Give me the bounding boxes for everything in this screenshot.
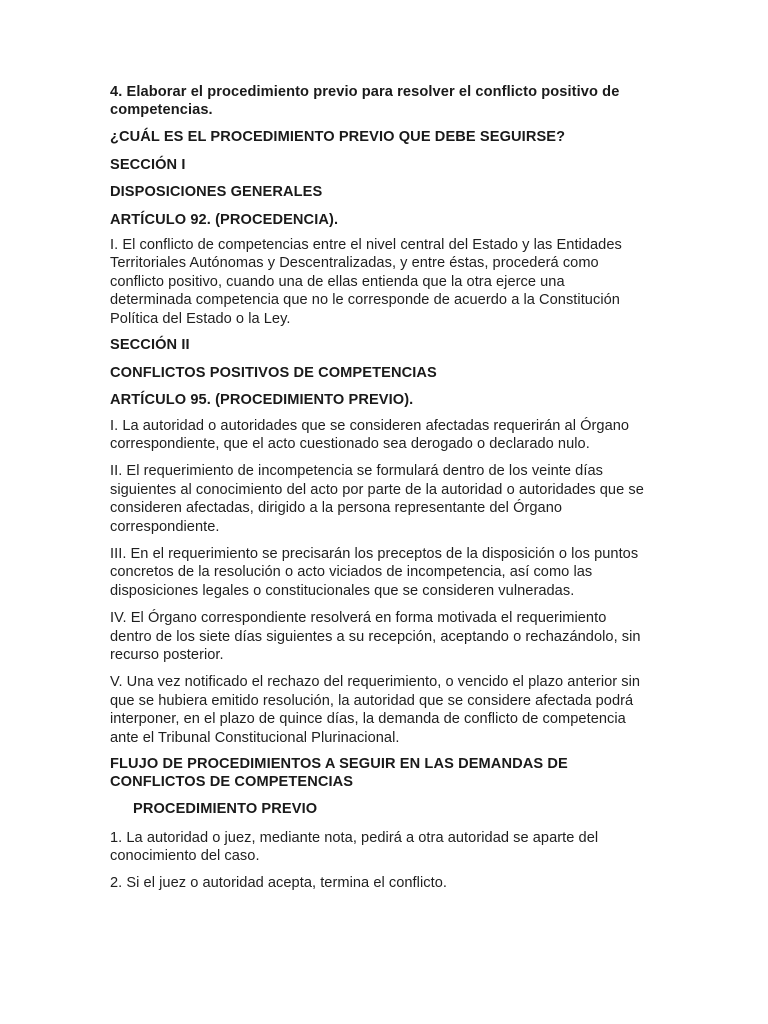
article-paragraph: III. En el requerimiento se precisarán los preceptos de la disposición o los puntos concretos de la resolución o acto viciados de incompetencia, así como las disposiciones legales o constitucionales que se consideren vulneradas. bbox=[110, 545, 639, 599]
article-paragraph: V. Una vez notificado el rechazo del requerimiento, o vencido el plazo anterior sin que se hubiera emitido resolución, la autoridad que se considere afectada podrá interponer, en el plazo de quince días, la demanda de conflicto de competencia ante el Tribunal Constitucional Plurinacional. bbox=[110, 674, 641, 746]
article-paragraph: I. La autoridad o autoridades que se consideren afectadas requerirán al Órgano correspondiente, que el acto cuestionado sea derogado o declarado nulo. bbox=[110, 417, 630, 452]
document-page bbox=[110, 84, 650, 893]
question-heading: 4. Elaborar el procedimiento previo para resolver el conflicto positivo de competencias. bbox=[110, 84, 620, 118]
section-title: SECCIÓN I bbox=[110, 156, 186, 173]
procedure-subtitle: PROCEDIMIENTO PREVIO bbox=[133, 801, 318, 818]
article-title: ARTÍCULO 92. (PROCEDENCIA). bbox=[110, 211, 339, 228]
article-paragraph: IV. El Órgano correspondiente resolverá en forma motivada el requerimiento dentro de los siete días siguientes a su recepción, aceptando o rechazándolo, sin recurso posterior. bbox=[110, 610, 641, 663]
section-subtitle: DISPOSICIONES GENERALES bbox=[110, 184, 323, 200]
section-title: SECCIÓN II bbox=[110, 337, 190, 354]
question-title: ¿CUÁL ES EL PROCEDIMIENTO PREVIO QUE DEBE SEGUIRSE? bbox=[110, 129, 566, 145]
section-subtitle: CONFLICTOS POSITIVOS DE COMPETENCIAS bbox=[110, 364, 437, 381]
article-paragraph: II. El requerimiento de incompetencia se formulará dentro de los veinte días siguientes al conocimiento del acto por parte de la autoridad o autoridades que se consideren afectadas, dirigido a la persona representante del Órgano correspondiente. bbox=[110, 463, 644, 535]
article-paragraph: I. El conflicto de competencias entre el nivel central del Estado y las Entidades Territoriales Autónomas y Descentralizadas, y entre éstas, procederá como conflicto positivo, cuando una de ellas entienda que la otra ejerce una determinada competencia que no le corresponde de acuerdo a la Constitución Política del Estado o la Ley. bbox=[110, 237, 622, 327]
procedure-step: 2. Si el juez o autoridad acepta, termina el conflicto. bbox=[110, 875, 447, 892]
procedure-step: 1. La autoridad o juez, mediante nota, pedirá a otra autoridad se aparte del conocimiento del caso. bbox=[110, 829, 599, 864]
flow-title: FLUJO DE PROCEDIMIENTOS A SEGUIR EN LAS DEMANDAS DE CONFLICTOS DE COMPETENCIAS bbox=[110, 756, 568, 790]
article-title: ARTÍCULO 95. (PROCEDIMIENTO PREVIO). bbox=[110, 392, 414, 409]
